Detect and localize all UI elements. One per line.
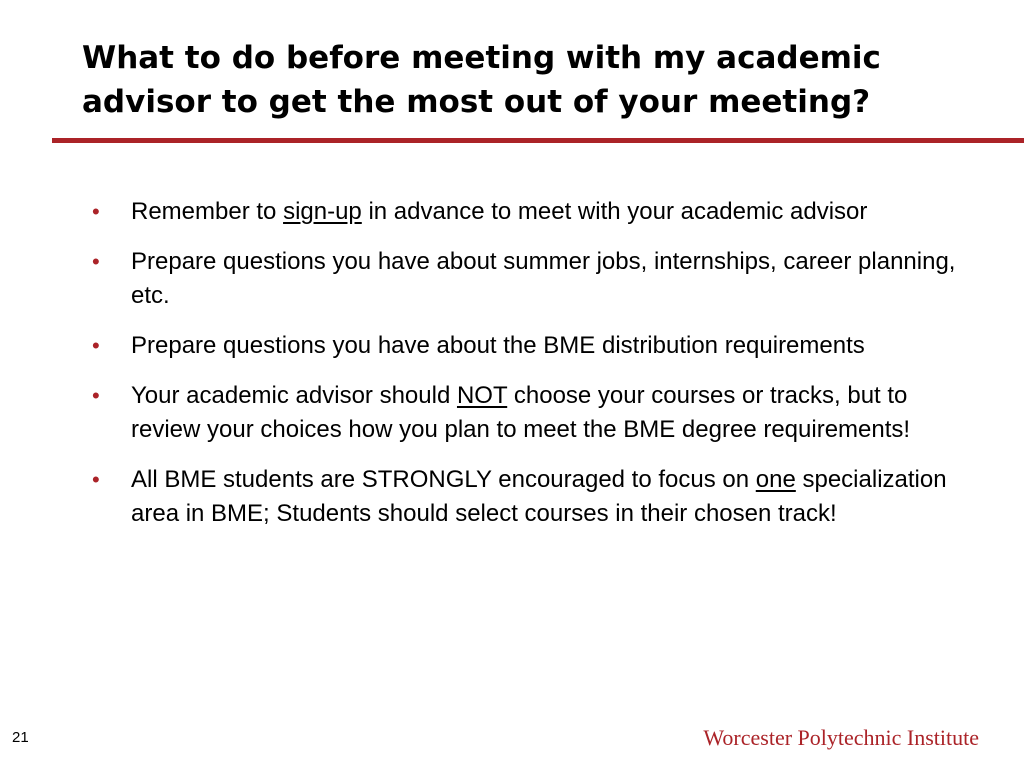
slide-title: What to do before meeting with my academic advisor to get the most out of your meeting? — [82, 40, 881, 120]
bullet-text — [131, 248, 955, 309]
bullet-list — [90, 195, 970, 547]
bullet-item — [90, 245, 970, 313]
bullet-glyph: • — [92, 467, 100, 492]
page-number: 21 — [12, 729, 29, 746]
not-emphasis: NOT — [456, 382, 508, 409]
bullet-glyph: • — [92, 199, 100, 224]
one-emphasis: one — [755, 466, 796, 493]
bullet-run: choose your courses or tracks, but to review your choices how you plan to meet the BME degree requirements! — [131, 382, 911, 443]
bullet-text — [131, 382, 910, 443]
title-divider — [52, 138, 1024, 143]
bullet-item — [90, 463, 970, 531]
bullet-run: Prepare questions you have about summer jobs, internships, career planning, etc. — [131, 248, 956, 309]
bullet-run: Your academic advisor should — [131, 382, 457, 409]
bullet-run: Prepare questions you have about the BME distribution requirements — [131, 332, 865, 359]
bullet-run: Remember to — [131, 198, 284, 225]
bullet-item — [90, 379, 970, 447]
bullet-glyph: • — [92, 333, 100, 358]
bullet-item — [90, 195, 970, 229]
sign-up-emphasis: sign-up — [283, 198, 362, 225]
bullet-run: in advance to meet with your academic advisor — [361, 198, 868, 225]
bullet-glyph: • — [92, 249, 100, 274]
bullet-run: All BME students are STRONGLY encouraged to focus on — [131, 466, 756, 493]
bullet-item — [90, 329, 970, 363]
bullet-text — [131, 466, 947, 527]
bullet-run: specialization area in BME; Students should select courses in their chosen track! — [131, 466, 947, 527]
bullet-glyph: • — [92, 383, 100, 408]
bullet-text — [131, 332, 865, 359]
bullet-text — [131, 198, 867, 225]
institution-wordmark: Worcester Polytechnic Institute — [703, 725, 979, 750]
